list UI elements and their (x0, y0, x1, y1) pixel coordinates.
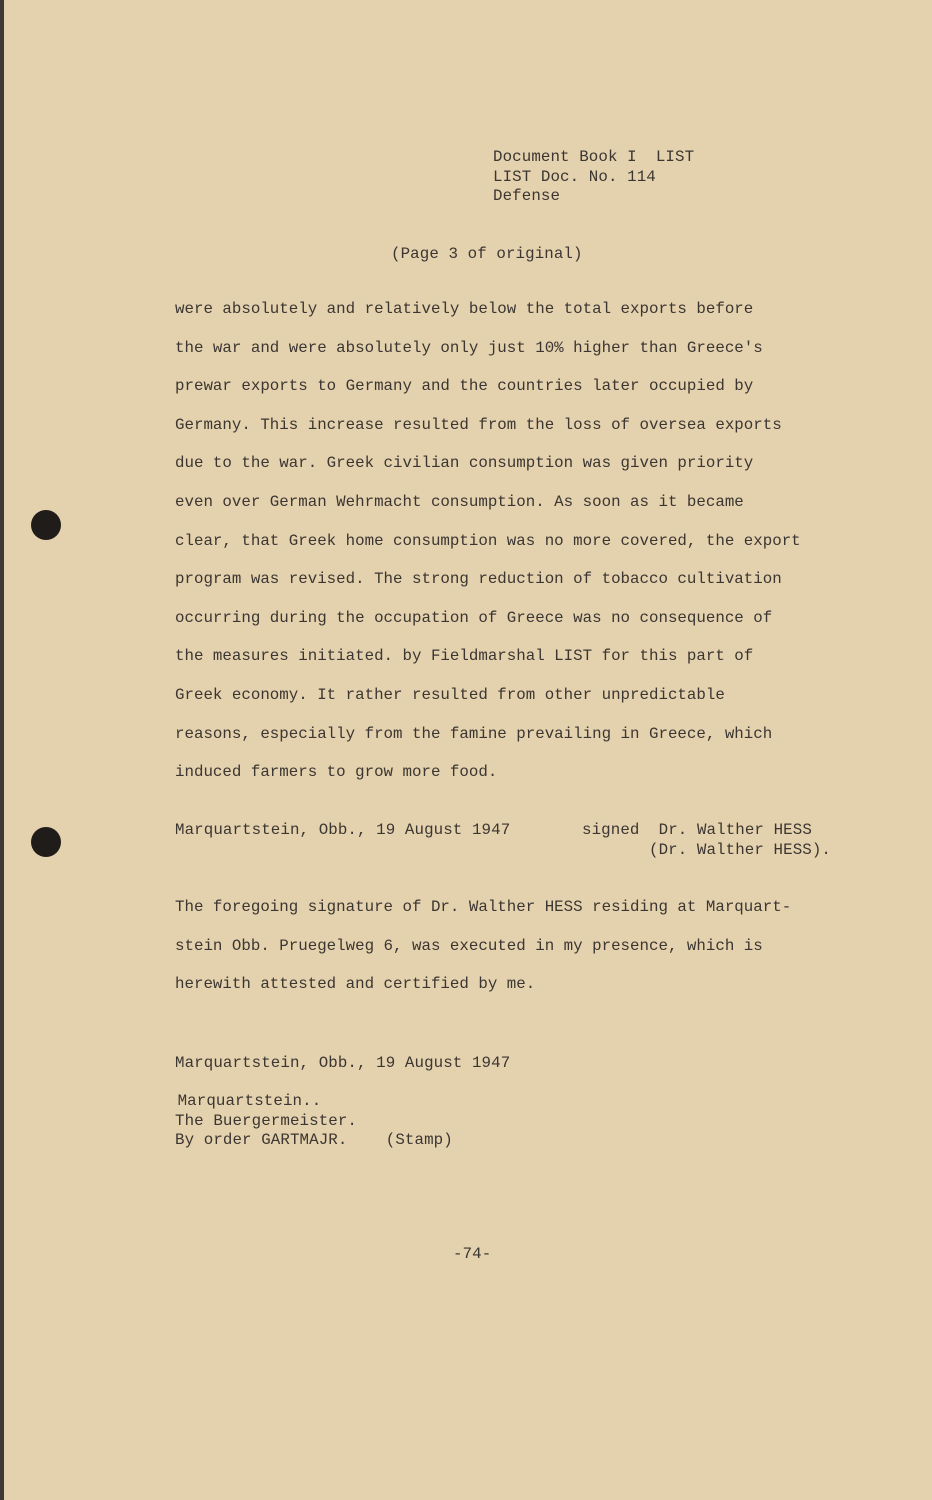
signature-place-date: Marquartstein, Obb., 19 August 1947 (175, 821, 511, 839)
closing-block (168, 1092, 453, 1151)
text-line: Germany. This increase resulted from the loss of oversea exports (175, 415, 782, 434)
binder-hole (31, 827, 61, 857)
page-note: (Page 3 of original) (391, 245, 583, 263)
page-edge (0, 0, 4, 1500)
text-line: prewar exports to Germany and the countries later occupied by (175, 377, 754, 396)
closing-line: Marquartstein.. (168, 1092, 322, 1110)
text-line: the measures initiated. by Fieldmarshal LIST for this part of (175, 647, 754, 666)
text-line: occurring during the occupation of Greece was no consequence of (175, 608, 773, 627)
text-line: herewith attested and certified by me. (175, 975, 536, 994)
text-line: stein Obb. Pruegelweg 6, was executed in my presence, which is (175, 936, 763, 955)
text-line: due to the war. Greek civilian consumption was given priority (175, 454, 754, 473)
text-line: were absolutely and relatively below the total exports before (175, 300, 754, 318)
document-header (493, 148, 694, 207)
text-line: Greek economy. It rather resulted from other unpredictable (175, 686, 725, 704)
closing-line: By order GARTMAJR. (Stamp) (175, 1131, 453, 1149)
text-line: even over German Wehrmacht consumption. As soon as it became (175, 493, 744, 511)
header-line: LIST Doc. No. 114 (493, 167, 656, 186)
text-line: the war and were absolutely only just 10% higher than Greece's (175, 338, 763, 357)
binder-hole (31, 510, 61, 540)
page-number: -74- (453, 1245, 492, 1263)
text-line: induced farmers to grow more food. (175, 763, 498, 782)
text-line: The foregoing signature of Dr. Walther HESS residing at Marquart- (175, 898, 792, 916)
signature-typed-name: (Dr. Walther HESS). (649, 841, 832, 859)
text-line: clear, that Greek home consumption was no more covered, the export (175, 531, 801, 550)
text-line: reasons, especially from the famine prevailing in Greece, which (175, 724, 773, 743)
header-line: Document Book I LIST (493, 148, 695, 166)
text-line: program was revised. The strong reduction of tobacco cultivation (175, 570, 782, 589)
header-line: Defense (493, 187, 561, 205)
signature-signed: signed Dr. Walther HESS (582, 821, 812, 839)
closing-place-date: Marquartstein, Obb., 19 August 1947 (175, 1054, 511, 1072)
closing-line: The Buergermeister. (175, 1111, 358, 1130)
